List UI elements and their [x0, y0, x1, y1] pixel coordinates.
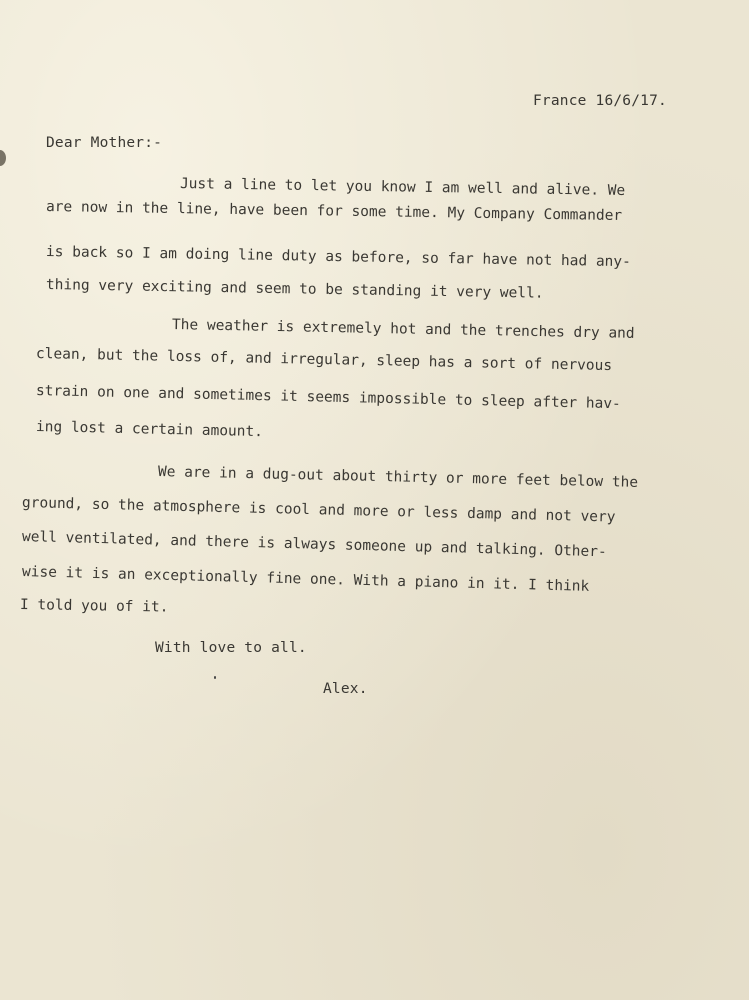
paragraph-line: ing lost a certain amount.	[35, 419, 264, 441]
ink-speck	[214, 676, 216, 679]
paragraph-line: well ventilated, and there is always someone up and talking. Other-	[21, 529, 607, 561]
paragraph-line: ground, so the atmosphere is cool and more or less damp and not very	[21, 495, 616, 526]
paragraph-line: wise it is an exceptionally fine one. With a piano in it. I think	[21, 564, 590, 595]
paragraph-line: is back so I am doing line duty as before, so far have not had any-	[45, 244, 631, 271]
paragraph-line: Just a line to let you know I am well and alive. We	[179, 176, 626, 199]
punch-hole	[0, 150, 6, 166]
paragraph-line: are now in the line, have been for some time. My Company Commander	[45, 199, 623, 225]
paragraph-line: strain on one and sometimes it seems impossible to sleep after hav-	[35, 383, 621, 413]
closing: With love to all.	[155, 640, 307, 656]
paragraph-line: thing very exciting and seem to be standing it very well.	[45, 277, 544, 302]
signature: Alex.	[323, 681, 368, 697]
letter-date: France 16/6/17.	[533, 93, 667, 109]
paragraph-line: I told you of it.	[19, 597, 169, 616]
paragraph-line: The weather is extremely hot and the trenches dry and	[171, 317, 635, 342]
salutation: Dear Mother:-	[46, 135, 163, 151]
paragraph-line: We are in a dug-out about thirty or more feet below the	[157, 464, 639, 491]
paragraph-line: clean, but the loss of, and irregular, sleep has a sort of nervous	[35, 346, 613, 375]
